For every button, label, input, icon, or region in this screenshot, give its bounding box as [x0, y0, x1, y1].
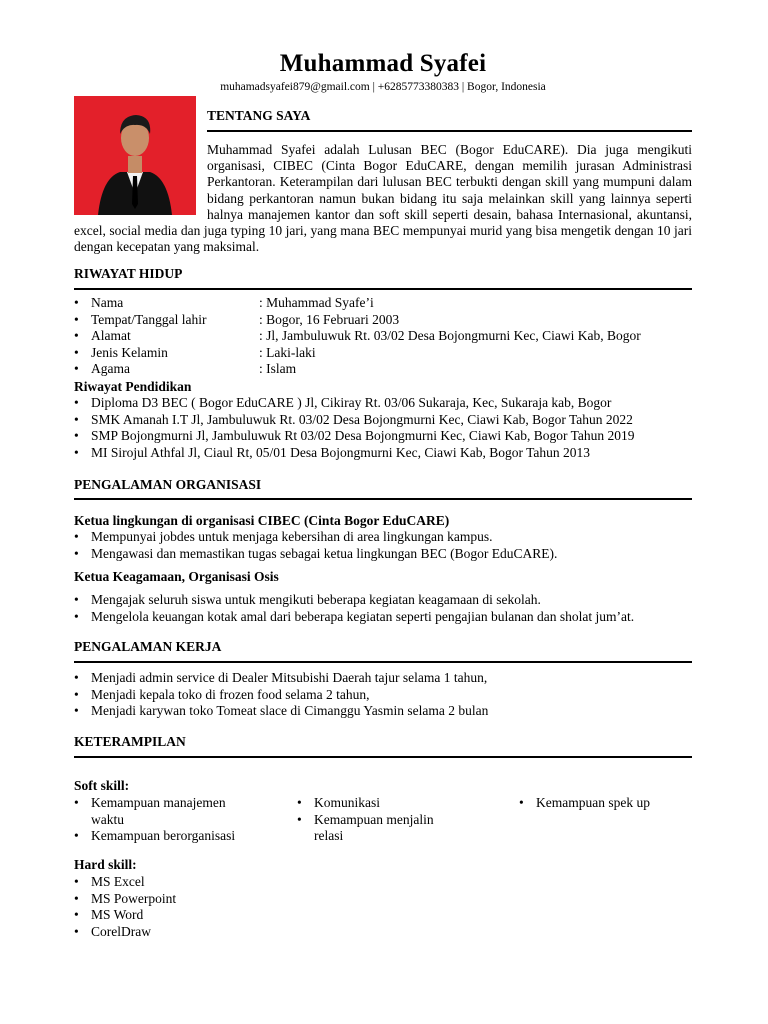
hard-skill-item: • CorelDraw — [74, 924, 692, 941]
soft-skill-column-2 — [297, 795, 487, 845]
cv-name: Muhammad Syafei — [279, 50, 487, 77]
personal-item-ttl: • Tempat/Tanggal lahir : Bogor, 16 Februari 2003 — [74, 312, 692, 329]
personal-item-jenis-kelamin: • Jenis Kelamin : Laki-laki — [74, 345, 692, 362]
hard-skill-title: Hard skill: — [74, 857, 137, 872]
keterampilan-section-title: KETERAMPILAN — [74, 734, 186, 749]
education-item: • Diploma D3 BEC ( Bogor EduCARE ) Jl, Cikiray Rt. 03/06 Sukaraja, Kec, Sukaraja kab, Bogor — [74, 395, 692, 412]
education-list — [74, 395, 692, 461]
hard-skill-list — [74, 874, 692, 940]
kerja-divider — [74, 661, 692, 663]
hard-skill-item: • MS Powerpoint — [74, 891, 692, 908]
kerja-section-title: PENGALAMAN KERJA — [74, 639, 222, 654]
org-role-2-list — [74, 592, 692, 625]
education-item: • SMK Amanah I.T Jl, Jambuluwuk Rt. 03/02 Desa Bojongmurni Kec, Ciawi Kab, Bogor Tahun 2022 — [74, 412, 692, 429]
soft-skill-column-1 — [74, 795, 264, 845]
org-role-2-title: Ketua Keagamaan, Organisasi Osis — [74, 569, 279, 584]
org-role-1-list — [74, 529, 692, 562]
about-paragraph — [74, 142, 692, 255]
kerja-list — [74, 670, 692, 720]
organisasi-divider — [74, 498, 692, 500]
personal-item-alamat: • Alamat : Jl, Jambuluwuk Rt. 03/02 Desa Bojongmurni Kec, Ciawi Kab, Bogor — [74, 328, 692, 345]
about-divider — [207, 130, 692, 132]
kerja-item: • Menjadi admin service di Dealer Mitsubishi Daerah tajur selama 1 tahun, — [74, 670, 692, 687]
personal-item-nama: • Nama : Muhammad Syafe’i — [74, 295, 692, 312]
hard-skill-item: • MS Word — [74, 907, 692, 924]
keterampilan-divider — [74, 756, 692, 758]
education-item: • SMP Bojongmurni Jl, Jambuluwuk Rt 03/02 Desa Bojongmurni Kec, Ciawi Kab, Bogor Tahun 2019 — [74, 428, 692, 445]
education-item: • MI Sirojul Athfal Jl, Ciaul Rt, 05/01 Desa Bojongmurni Kec, Ciawi Kab, Bogor Tahun 2013 — [74, 445, 692, 462]
about-section-title: TENTANG SAYA — [207, 108, 311, 123]
soft-skill-item: • Kemampuan berorganisasi — [74, 828, 281, 845]
org-role-item: • Mengawasi dan memastikan tugas sebagai ketua lingkungan BEC (Bogor EduCARE). — [74, 546, 692, 563]
org-role-1-title: Ketua lingkungan di organisasi CIBEC (Cinta Bogor EduCARE) — [74, 513, 450, 528]
org-role-item: • Mengelola keuangan kotak amal dari beberapa kegiatan seperti pengajian bulanan dan sholat jum’at. — [74, 609, 692, 626]
soft-skill-title: Soft skill: — [74, 778, 130, 793]
hard-skill-item: • MS Excel — [74, 874, 692, 891]
about-text: Muhammad Syafei adalah Lulusan BEC (Bogor EduCARE). Dia juga mengikuti organisasi, CIBEC (Cinta Bogor EduCARE, dengan memilih jurasan Administrasi Perkantoran. Keterampilan dari lulusan BEC terbukti dengan skill yang mumpuni dalam bidang perkantoran namun bukan bidang itu saja melainkan skill yang lainnya seperti halnya manajemen kantor dan soft skill seperti desain, bahasa Internasional, akuntansi, excel, social media dan juga typing 10 jari, yang mana BEC mempunyai murid yang bisa mengetik dengan 10 jari dengan kecepatan yang maksimal. — [74, 142, 692, 255]
soft-skill-item: • Kemampuan manajemen waktu — [74, 795, 251, 828]
org-role-item: • Mempunyai jobdes untuk menjaga kebersihan di area lingkungan kampus. — [74, 529, 692, 546]
riwayat-section-title: RIWAYAT HIDUP — [74, 266, 183, 281]
personal-info-list — [74, 295, 692, 378]
org-role-item: • Mengajak seluruh siswa untuk mengikuti beberapa kegiatan keagamaan di sekolah. — [74, 592, 692, 609]
riwayat-divider — [74, 288, 692, 290]
contact-line: muhamadsyafei879@gmail.com | +6285773380383 | Bogor, Indonesia — [220, 81, 546, 93]
soft-skill-item: • Kemampuan spek up — [519, 795, 709, 812]
soft-skill-item: • Kemampuan menjalin relasi — [297, 812, 464, 845]
personal-item-agama: • Agama : Islam — [74, 361, 692, 378]
soft-skill-column-3 — [519, 795, 709, 812]
kerja-item: • Menjadi karywan toko Tomeat slace di Cimanggu Yasmin selama 2 bulan — [74, 703, 692, 720]
kerja-item: • Menjadi kepala toko di frozen food selama 2 tahun, — [74, 687, 692, 704]
education-subtitle: Riwayat Pendidikan — [74, 379, 192, 394]
soft-skill-item: • Komunikasi — [297, 795, 487, 812]
organisasi-section-title: PENGALAMAN ORGANISASI — [74, 477, 262, 492]
